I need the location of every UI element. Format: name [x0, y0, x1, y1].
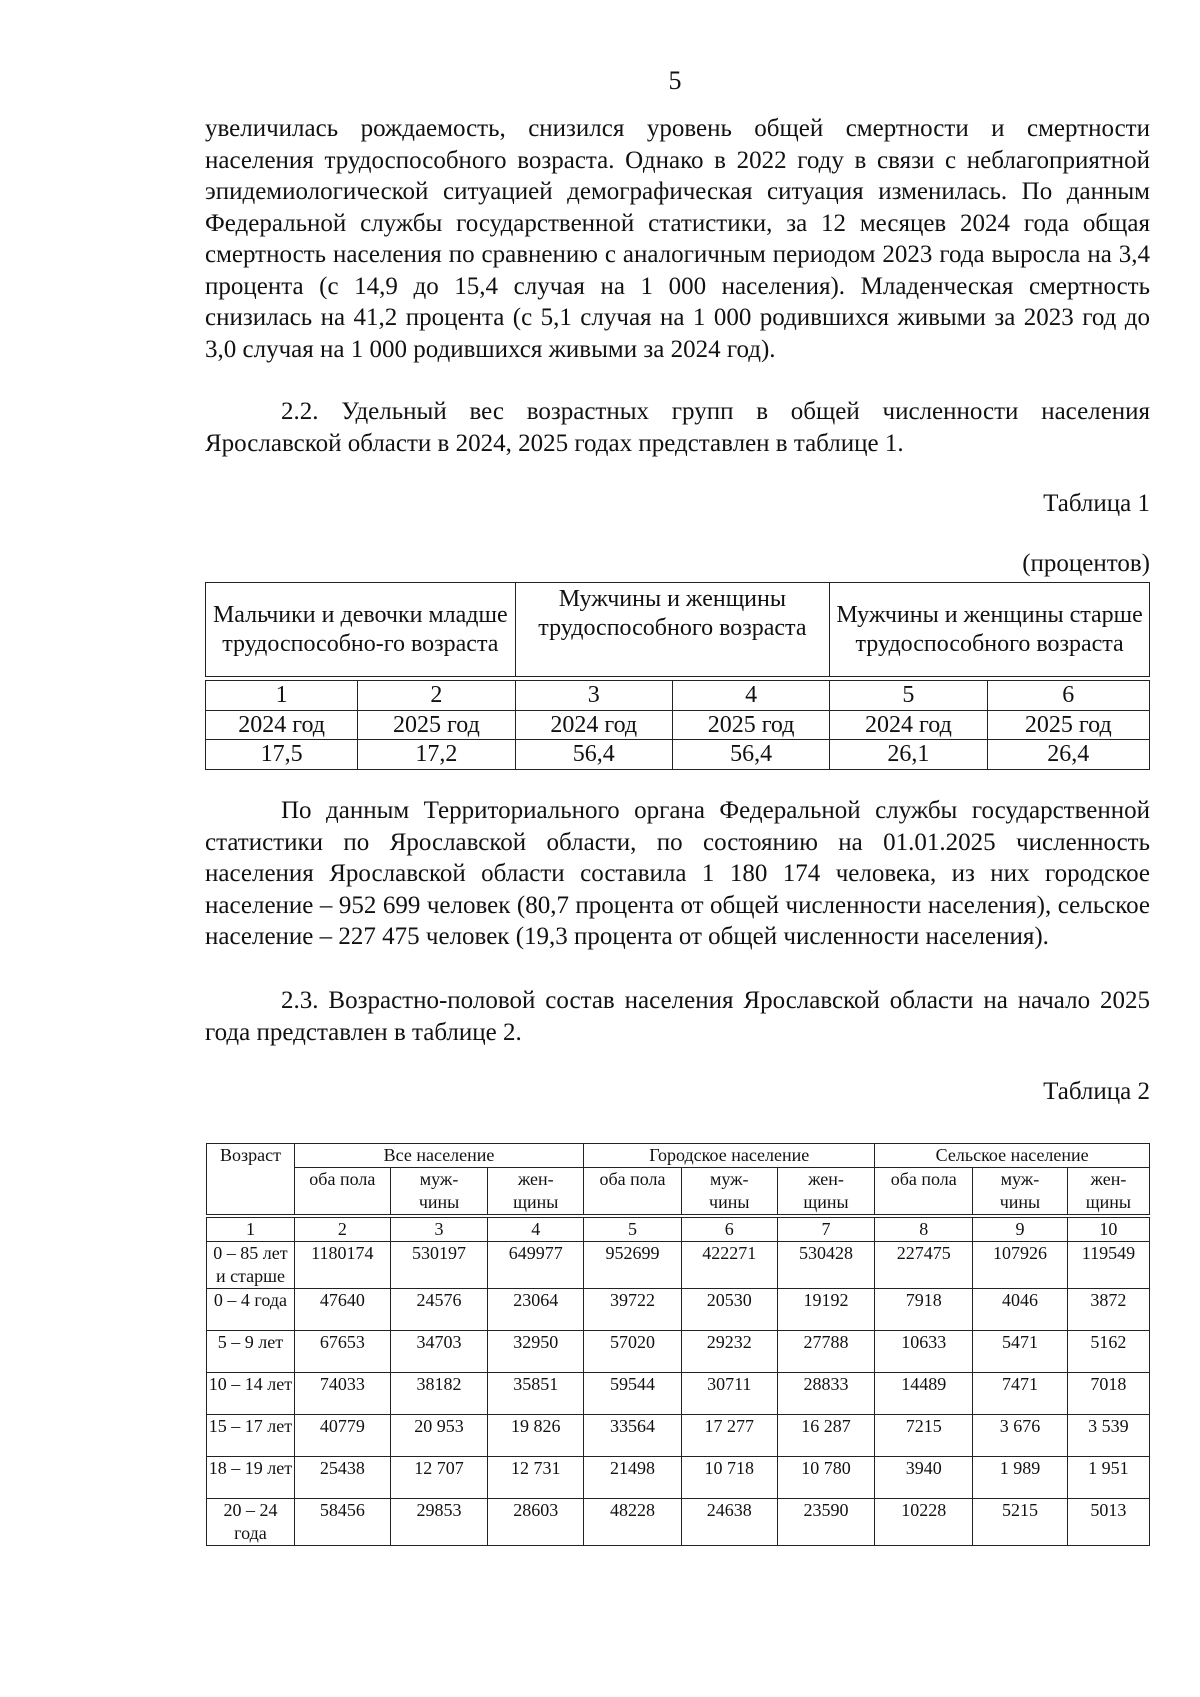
- table2-value-cell: 10 718: [681, 1457, 777, 1499]
- table2-caption: Таблица 2: [1043, 1078, 1150, 1105]
- paragraph-demography: увеличилась рождаемость, снизился уровень общей смертности и смертности населения трудоспособного возраста. Однако в 2022 году в связи с неблагоприятной эпидемиологической ситуацией демографическая ситуация изменилась. По данным Федеральной службы государственной статистики, за 12 месяцев 2024 года общая смертность населения по сравнению с аналогичным периодом 2023 года выросла на 3,4 процента (с 14,9 до 15,4 случая на 1 000 населения). Младенческая смертность снизилась на 41,2 процента (с 5,1 случая на 1 000 родившихся живыми за 2023 год до 3,0 случая на 1 000 родившихся живыми за 2024 год).: [205, 115, 1150, 363]
- table2-value-cell: 34703: [390, 1331, 488, 1373]
- table2-age-cell: 0 – 4 года: [207, 1289, 295, 1331]
- table1-value: 26,4: [987, 740, 1149, 770]
- table2-value-cell: 30711: [681, 1373, 777, 1415]
- table2-value-cell: 7471: [973, 1373, 1068, 1415]
- age-group-share-table: [205, 582, 1150, 770]
- paragraph-section-2-2: 2.2. Удельный вес возрастных групп в общей численности населения Ярославской области в 2024, 2025 годах представлен в таблице 1.: [205, 398, 1150, 457]
- table-row: [207, 1415, 1150, 1457]
- table2-subheader: оба пола: [294, 1168, 390, 1215]
- table2-column-number: 3: [390, 1218, 488, 1242]
- table2-value-cell: 12 707: [390, 1457, 488, 1499]
- table2-value-cell: 29853: [390, 1499, 488, 1546]
- table2-column-number: 1: [207, 1218, 295, 1242]
- table-row: [206, 681, 1150, 711]
- table2-subheader: муж- чины: [973, 1168, 1068, 1215]
- table1-value: 17,2: [358, 740, 515, 770]
- table2-value-cell: 67653: [294, 1331, 390, 1373]
- table2-value-cell: 10633: [875, 1331, 973, 1373]
- table1-column-number: 6: [987, 681, 1149, 711]
- table2-age-cell: 10 – 14 лет: [207, 1373, 295, 1415]
- table2-header-all: Все население: [294, 1144, 583, 1168]
- table2-value-cell: 16 287: [777, 1415, 875, 1457]
- table1-year: 2024 год: [830, 710, 987, 740]
- table2-column-number: 2: [294, 1218, 390, 1242]
- table2-value-cell: 7215: [875, 1415, 973, 1457]
- table1-year: 2025 год: [672, 710, 829, 740]
- table2-value-cell: 48228: [584, 1499, 682, 1546]
- table2-subheader: оба пола: [584, 1168, 682, 1215]
- table2-value-cell: 57020: [584, 1331, 682, 1373]
- table2-value-cell: 24638: [681, 1499, 777, 1546]
- table1-column-number: 1: [206, 681, 358, 711]
- table2-subheader: жен- щины: [488, 1168, 584, 1215]
- table1-column-number: 2: [358, 681, 515, 711]
- table1-year: 2025 год: [987, 710, 1149, 740]
- table2-value-cell: 649977: [488, 1242, 584, 1289]
- table1-value: 26,1: [830, 740, 987, 770]
- table2-value-cell: 14489: [875, 1373, 973, 1415]
- table2-value-cell: 35851: [488, 1373, 584, 1415]
- table2-value-cell: 29232: [681, 1331, 777, 1373]
- table2-value-cell: 28603: [488, 1499, 584, 1546]
- table2-value-cell: 20 953: [390, 1415, 488, 1457]
- table2-value-cell: 59544: [584, 1373, 682, 1415]
- table2-value-cell: 107926: [973, 1242, 1068, 1289]
- table2-value-cell: 19192: [777, 1289, 875, 1331]
- table2-value-cell: 23590: [777, 1499, 875, 1546]
- table2-column-number: 4: [488, 1218, 584, 1242]
- page-number: 5: [668, 66, 682, 95]
- table1-unit: (процентов): [1022, 550, 1150, 577]
- table1-header-over-working-age: Мужчины и женщины старше трудоспособного возраста: [830, 583, 1150, 677]
- table2-column-number: 8: [875, 1218, 973, 1242]
- table1-column-number: 5: [830, 681, 987, 711]
- table2-value-cell: 24576: [390, 1289, 488, 1331]
- table2-value-cell: 422271: [681, 1242, 777, 1289]
- table2-value-cell: 39722: [584, 1289, 682, 1331]
- table-row: [207, 1331, 1150, 1373]
- table2-value-cell: 58456: [294, 1499, 390, 1546]
- table2-subheader: муж- чины: [390, 1168, 488, 1215]
- paragraph-population-total: По данным Территориального органа Федеральной службы государственной статистики по Ярославской области, по состоянию на 01.01.2025 численность населения Ярославской области составила 1 180 174 человека, из них городское население – 952 699 человек (80,7 процента от общей численности населения), сельское население – 227 475 человек (19,3 процента от общей численности населения).: [205, 797, 1150, 950]
- table2-value-cell: 1180174: [294, 1242, 390, 1289]
- table1-value: 56,4: [515, 740, 672, 770]
- table2-value-cell: 3940: [875, 1457, 973, 1499]
- table2-age-cell: 15 – 17 лет: [207, 1415, 295, 1457]
- table2-value-cell: 27788: [777, 1331, 875, 1373]
- table2-value-cell: 530428: [777, 1242, 875, 1289]
- table1-column-number: 3: [515, 681, 672, 711]
- table2-value-cell: 47640: [294, 1289, 390, 1331]
- table2-value-cell: 38182: [390, 1373, 488, 1415]
- table2-subheader: жен- щины: [777, 1168, 875, 1215]
- table1-header-working-age: Мужчины и женщины трудоспособного возраста: [515, 583, 830, 677]
- table2-value-cell: 21498: [584, 1457, 682, 1499]
- table2-column-number: 6: [681, 1218, 777, 1242]
- table2-age-cell: 0 – 85 лет и старше: [207, 1242, 295, 1289]
- table2-header-urban: Городское население: [584, 1144, 875, 1168]
- table2-column-number: 9: [973, 1218, 1068, 1242]
- table2-column-number: 10: [1067, 1218, 1149, 1242]
- table1-value: 17,5: [206, 740, 358, 770]
- table2-age-cell: 5 – 9 лет: [207, 1331, 295, 1373]
- table2-value-cell: 5162: [1067, 1331, 1149, 1373]
- table2-header-rural: Сельское население: [875, 1144, 1150, 1168]
- table2-value-cell: 32950: [488, 1331, 584, 1373]
- table2-column-number: 5: [584, 1218, 682, 1242]
- table1-header-under-working-age: Мальчики и девочки младше трудоспособно-го возраста: [206, 583, 516, 677]
- table1-column-number: 4: [672, 681, 829, 711]
- table2-value-cell: 12 731: [488, 1457, 584, 1499]
- table2-value-cell: 1 989: [973, 1457, 1068, 1499]
- table2-column-number: 7: [777, 1218, 875, 1242]
- table1-year: 2025 год: [358, 710, 515, 740]
- table2-subheader: жен- щины: [1067, 1168, 1149, 1215]
- table-row: [207, 1289, 1150, 1331]
- table1-value: 56,4: [672, 740, 829, 770]
- table2-value-cell: 23064: [488, 1289, 584, 1331]
- table2-value-cell: 19 826: [488, 1415, 584, 1457]
- table-row: [207, 1242, 1150, 1289]
- table-row: [207, 1457, 1150, 1499]
- table2-value-cell: 10228: [875, 1499, 973, 1546]
- table2-subheader: оба пола: [875, 1168, 973, 1215]
- table2-value-cell: 5013: [1067, 1499, 1149, 1546]
- table1-year: 2024 год: [515, 710, 672, 740]
- table2-value-cell: 33564: [584, 1415, 682, 1457]
- age-sex-composition-table: [206, 1143, 1150, 1546]
- table2-value-cell: 119549: [1067, 1242, 1149, 1289]
- table-row: [207, 1373, 1150, 1415]
- table2-value-cell: 3 539: [1067, 1415, 1149, 1457]
- table2-value-cell: 1 951: [1067, 1457, 1149, 1499]
- table2-value-cell: 20530: [681, 1289, 777, 1331]
- table-row: [206, 740, 1150, 770]
- table1-year: 2024 год: [206, 710, 358, 740]
- table1-caption: Таблица 1: [1043, 490, 1150, 517]
- table2-value-cell: 952699: [584, 1242, 682, 1289]
- table2-age-header: Возраст: [207, 1144, 295, 1215]
- table2-subheader: муж- чины: [681, 1168, 777, 1215]
- table2-value-cell: 10 780: [777, 1457, 875, 1499]
- table2-value-cell: 3 676: [973, 1415, 1068, 1457]
- table2-value-cell: 5215: [973, 1499, 1068, 1546]
- table2-value-cell: 227475: [875, 1242, 973, 1289]
- table2-value-cell: 7018: [1067, 1373, 1149, 1415]
- table2-value-cell: 28833: [777, 1373, 875, 1415]
- table2-value-cell: 530197: [390, 1242, 488, 1289]
- table2-age-cell: 18 – 19 лет: [207, 1457, 295, 1499]
- table-row: [206, 710, 1150, 740]
- table2-value-cell: 40779: [294, 1415, 390, 1457]
- table2-value-cell: 7918: [875, 1289, 973, 1331]
- table2-value-cell: 25438: [294, 1457, 390, 1499]
- table2-value-cell: 3872: [1067, 1289, 1149, 1331]
- paragraph-section-2-3: 2.3. Возрастно-половой состав населения Ярославской области на начало 2025 года представлен в таблице 2.: [205, 987, 1150, 1046]
- table2-value-cell: 5471: [973, 1331, 1068, 1373]
- table2-age-cell: 20 – 24 года: [207, 1499, 295, 1546]
- table-row: [207, 1499, 1150, 1546]
- table2-value-cell: 17 277: [681, 1415, 777, 1457]
- table2-value-cell: 74033: [294, 1373, 390, 1415]
- table2-value-cell: 4046: [973, 1289, 1068, 1331]
